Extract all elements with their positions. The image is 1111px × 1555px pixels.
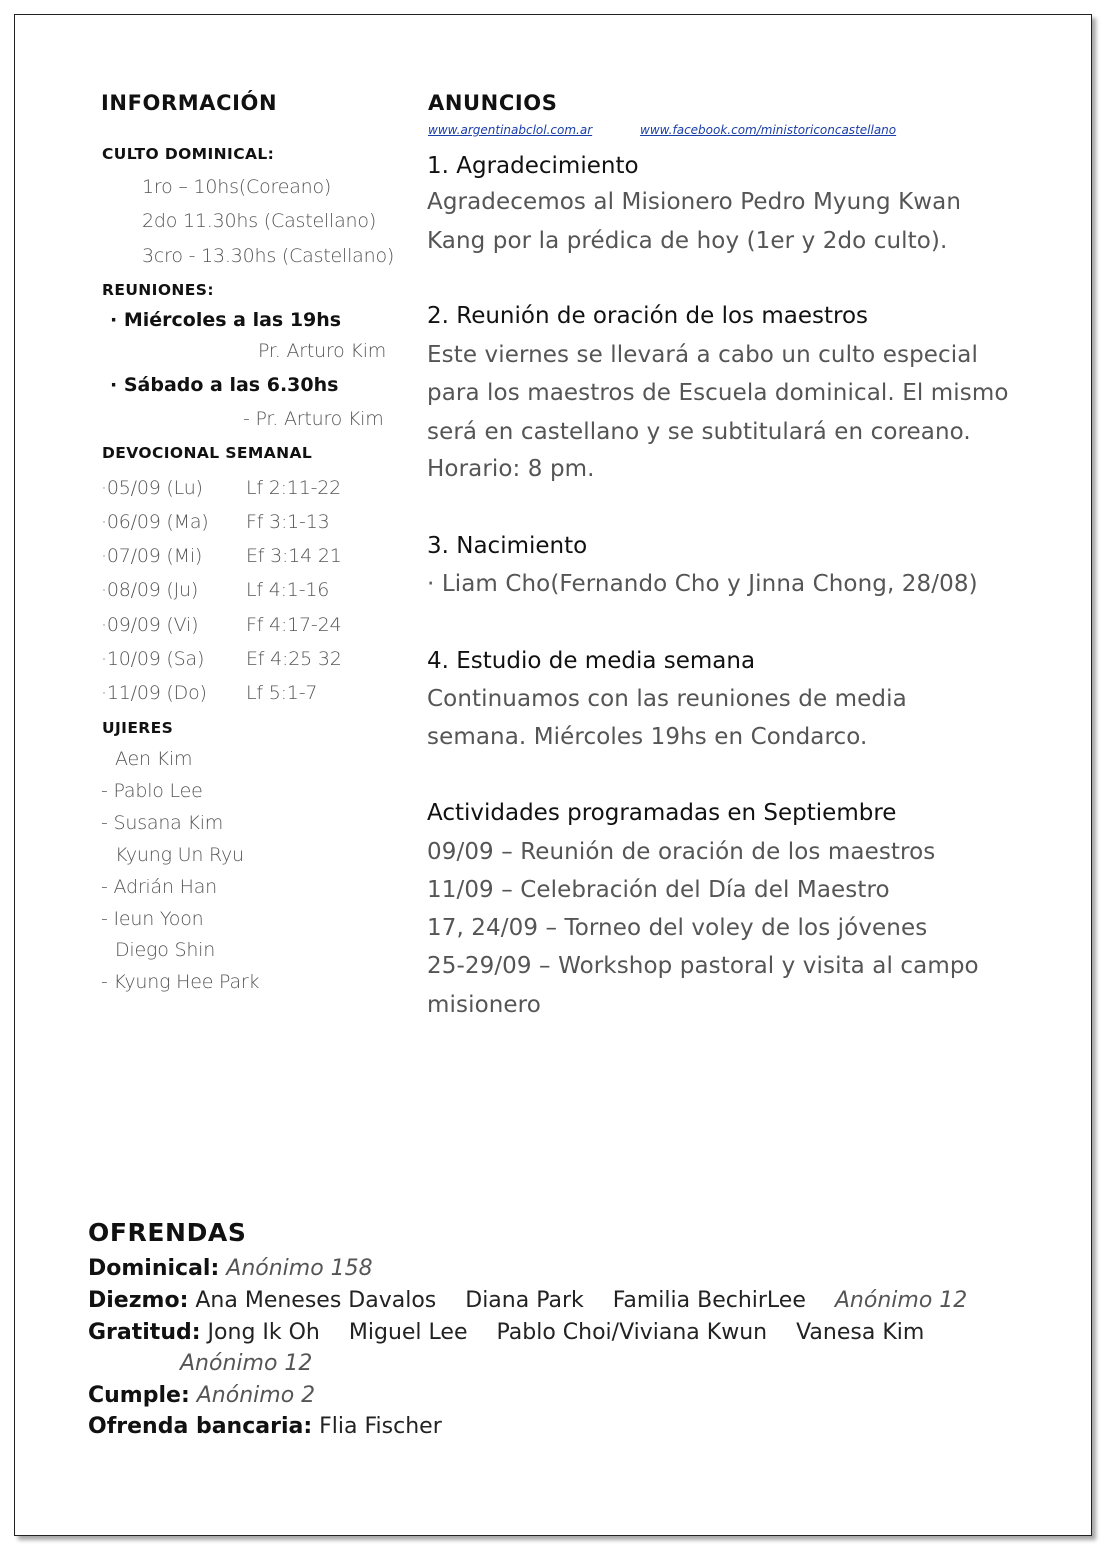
culto-line: 2do 11.30hs (Castellano)	[142, 210, 377, 232]
ofrenda-name: Jong Ik Oh	[207, 1320, 320, 1345]
culto-heading: CULTO DOMINICAL:	[102, 145, 275, 163]
ofrenda-cumple	[88, 1383, 315, 1408]
anuncio-body: · Liam Cho(Fernando Cho y Jinna Chong, 28/08)	[427, 571, 978, 597]
anuncio-body: Horario: 8 pm.	[427, 456, 595, 482]
anuncio-body: Este viernes se llevará a cabo un culto especial	[427, 342, 978, 368]
ofrenda-label: Diezmo:	[88, 1288, 189, 1313]
culto-line: 3cro - 13.30hs (Castellano)	[142, 245, 395, 267]
devocional-date: ·10/09 (Sa)	[101, 648, 205, 670]
facebook-link[interactable]: www.facebook.com/ministoriconcastellano	[640, 123, 897, 137]
anuncio-body: será en castellano y se subtitulará en coreano.	[427, 419, 971, 445]
devocional-date: ·07/09 (Mi)	[101, 545, 203, 567]
reuniones-heading: REUNIONES:	[102, 281, 214, 299]
ofrenda-name: Flia Fischer	[319, 1414, 442, 1439]
ujier-name: - Kyung Hee Park	[101, 971, 260, 993]
actividad-item: misionero	[427, 992, 541, 1018]
anuncio-body: Continuamos con las reuniones de media	[427, 686, 907, 712]
devocional-ref: Lf 4:1-16	[246, 579, 330, 601]
devocional-date: ·08/09 (Ju)	[101, 579, 199, 601]
ofrenda-label: Ofrenda bancaria:	[88, 1414, 313, 1439]
ofrenda-name: Pablo Choi/Viviana Kwun	[496, 1320, 768, 1345]
website-link[interactable]: www.argentinabclol.com.ar	[428, 123, 593, 137]
anuncio-title: 3. Nacimiento	[427, 533, 588, 559]
anuncio-body: semana. Miércoles 19hs en Condarco.	[427, 724, 868, 750]
ofrenda-name: Anónimo 2	[196, 1383, 316, 1408]
devocional-heading: DEVOCIONAL SEMANAL	[102, 444, 313, 462]
reunion-item: · Miércoles a las 19hs	[110, 309, 342, 331]
ofrenda-name: Anónimo 158	[226, 1256, 373, 1281]
ujieres-heading: UJIERES	[102, 719, 174, 737]
ujier-name: - Ieun Yoon	[101, 908, 204, 930]
ofrenda-gratitud	[88, 1320, 924, 1345]
ofrenda-name: Vanesa Kim	[796, 1320, 925, 1345]
actividades-title: Actividades programadas en Septiembre	[427, 800, 897, 826]
actividad-item: 25-29/09 – Workshop pastoral y visita al campo	[427, 953, 979, 979]
devocional-ref: Ef 3:14 21	[246, 545, 342, 567]
ofrenda-name: Miguel Lee	[348, 1320, 468, 1345]
ujier-name: - Adrián Han	[101, 876, 218, 898]
ofrenda-name: Anónimo 12	[834, 1288, 968, 1313]
ofrenda-label: Cumple:	[88, 1383, 190, 1408]
devocional-ref: Ff 3:1-13	[246, 511, 330, 533]
ofrenda-diezmo	[88, 1288, 967, 1313]
actividad-item: 09/09 – Reunión de oración de los maestros	[427, 839, 936, 865]
info-title: INFORMACIÓN	[101, 91, 278, 115]
ofrenda-name: Ana Meneses Davalos	[195, 1288, 437, 1313]
ofrenda-label: Gratitud:	[88, 1320, 201, 1345]
anuncio-body: Agradecemos al Misionero Pedro Myung Kwan	[427, 189, 962, 215]
anuncio-body: para los maestros de Escuela dominical. El mismo	[427, 380, 1009, 406]
ofrendas-title: OFRENDAS	[88, 1218, 247, 1247]
reunion-item: · Sábado a las 6.30hs	[110, 374, 339, 396]
reunion-pastor: Pr. Arturo Kim	[258, 340, 387, 362]
ujier-name: - Susana Kim	[101, 812, 224, 834]
devocional-ref: Ef 4:25 32	[246, 648, 342, 670]
anuncios-title: ANUNCIOS	[428, 91, 558, 115]
culto-line: 1ro – 10hs(Coreano)	[142, 176, 332, 198]
ofrenda-bancaria	[88, 1414, 442, 1439]
anuncio-body: Kang por la prédica de hoy (1er y 2do culto).	[427, 228, 948, 254]
actividad-item: 11/09 – Celebración del Día del Maestro	[427, 877, 890, 903]
devocional-date: ·09/09 (Vi)	[101, 614, 199, 636]
devocional-ref: Lf 5:1-7	[246, 682, 318, 704]
anuncio-title: 2. Reunión de oración de los maestros	[427, 303, 869, 329]
reunion-pastor: - Pr. Arturo Kim	[243, 408, 384, 430]
ofrenda-dominical	[88, 1256, 373, 1281]
devocional-ref: Lf 2:11-22	[246, 477, 342, 499]
ofrenda-gratitud-cont	[180, 1351, 312, 1376]
actividad-item: 17, 24/09 – Torneo del voley de los jóvenes	[427, 915, 928, 941]
ofrenda-name: Anónimo 12	[180, 1351, 313, 1376]
ujier-name: Aen Kim	[115, 748, 193, 770]
devocional-date: ·11/09 (Do)	[101, 682, 207, 704]
anuncio-title: 4. Estudio de media semana	[427, 648, 756, 674]
anuncio-title: 1. Agradecimiento	[427, 153, 639, 179]
devocional-date: ·06/09 (Ma)	[101, 511, 209, 533]
ofrenda-name: Familia BechirLee	[612, 1288, 806, 1313]
ujier-name: Kyung Un Ryu	[115, 844, 244, 866]
ofrenda-name: Diana Park	[465, 1288, 584, 1313]
ujier-name: Diego Shin	[115, 939, 216, 961]
ujier-name: - Pablo Lee	[101, 780, 203, 802]
devocional-ref: Ff 4:17-24	[246, 614, 342, 636]
devocional-date: ·05/09 (Lu)	[101, 477, 203, 499]
ofrenda-label: Dominical:	[88, 1256, 220, 1281]
